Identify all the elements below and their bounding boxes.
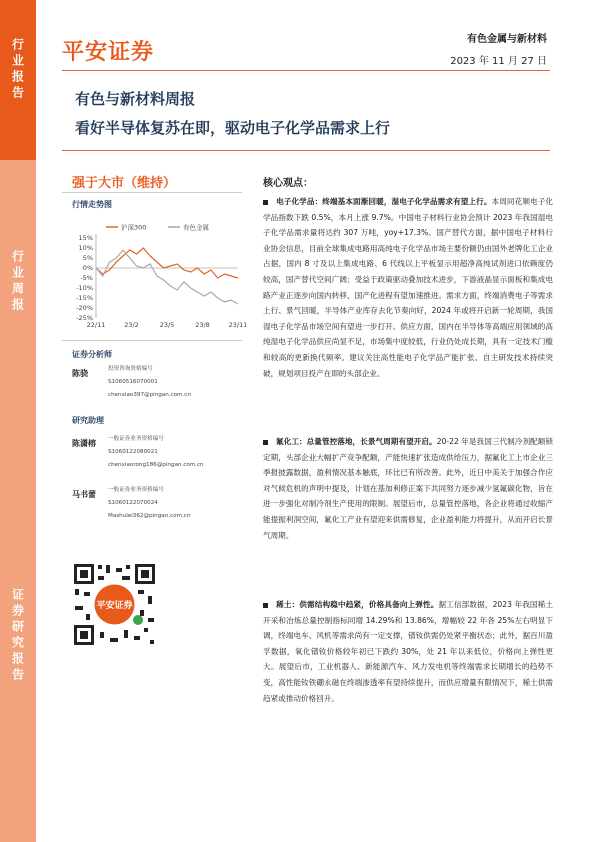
side-tab-weekly	[0, 160, 36, 540]
legend-label: 沪深300	[121, 223, 147, 232]
assistant-email[interactable]: Mashulei362@pingan.com.cn	[108, 513, 191, 519]
y-tick-label: 10%	[78, 244, 93, 252]
side-tab-securities-research	[0, 540, 36, 842]
side-tab-industry-report	[0, 0, 36, 160]
assistant-name: 陈潇榕	[72, 439, 96, 448]
point-rare-earth	[263, 597, 553, 706]
y-tick-label: 0%	[82, 264, 93, 272]
bullet-icon	[263, 200, 268, 205]
bullet-icon	[263, 440, 268, 445]
assistant-info	[108, 484, 190, 523]
side-tab-label: 证券研究报告	[10, 588, 25, 684]
assistant-cert-label: 一般证券业务资格编号	[108, 436, 164, 442]
rating-divider	[62, 192, 242, 193]
report-date: 2023 年 11 月 27 日	[450, 56, 547, 67]
assistant-cert-number: S1060122080021	[108, 449, 158, 455]
analyst-name: 陈骁	[72, 369, 88, 378]
qr-code	[72, 562, 157, 647]
headline: 看好半导体复苏在即，驱动电子化学品需求上行	[75, 119, 391, 137]
assistant-info	[108, 433, 204, 472]
qr-code-image	[72, 562, 157, 647]
chart-section-title: 行情走势图	[72, 200, 112, 209]
side-tab-label: 行业周报	[10, 250, 25, 314]
assistant-cert-label: 一般证券业务资格编号	[108, 487, 164, 493]
assistants-title: 研究助理	[72, 416, 104, 425]
x-tick-label: 23/5	[159, 321, 175, 328]
point-body: 20-22 年是我国三代制冷剂配额锁定期，头部企业大幅扩产竞争配额，产能快速扩张造成供给压力，据氟化工上市企业三季报披露数据，盈利情况基本触底，环比已有所改善。此外，近日中美关于加强合作应对气候危机的声明中提及，计划在基加利修正案下共同努力逐步减少氢氟碳化物，旨在进一步强化对制冷剂生产使用的限制。展望后市，总量管控落地，各企业将通过收缩产能提振利润空间，氟化工产业有望迎来供需修复，企业盈利能力将提升，从而开启长景气周期。	[263, 437, 554, 540]
assistant-cert-number: S1060122070024	[108, 500, 158, 506]
analyst-divider	[62, 340, 242, 341]
y-tick-label: 15%	[78, 234, 93, 242]
analyst-cert-number: S1060516070001	[108, 379, 158, 385]
analyst-info	[108, 363, 191, 402]
market-trend-chart-svg	[66, 216, 246, 328]
assistant-name: 马书蕾	[72, 490, 96, 499]
x-tick-label: 23/11	[228, 321, 246, 328]
report-name: 有色与新材料周报	[75, 90, 196, 108]
y-tick-label: -25%	[76, 314, 93, 322]
qr-logo-text: 平安证券	[96, 601, 133, 611]
title-divider	[62, 150, 550, 151]
legend-label: 有色金属	[183, 223, 209, 232]
analysts-title: 证券分析师	[72, 350, 112, 359]
point-lead: 氟化工：总量管控落地，长景气周期有望开启。	[276, 437, 437, 446]
y-tick-label: -5%	[80, 274, 93, 282]
company-logo: 平安证券	[62, 40, 155, 65]
point-electronic-chemicals	[263, 194, 553, 381]
x-tick-label: 22/11	[86, 321, 106, 328]
header-divider	[62, 70, 550, 71]
y-tick-label: 5%	[82, 254, 93, 262]
point-body: 本周同花顺电子化学品指数下跌 0.5%，本月上涨 9.7%。中国电子材料行业协会预计 2023 年我国湿电子化学品需求量将达约 307 万吨，yoy+17.3%。国产替代方面，据中国电子材料行业协会信息，目前全球集成电路用高纯电子化学品市场主要份额仍由国外老牌化工企业占据，国内 8 寸及以上集成电路、6 代线以上平板显示用超净高纯试剂进口依赖度仍较高，国产替代空间广阔；受益于政策驱动叠加技术进步，下游液晶显示面板和集成电路产业正逐步向国内转移，国产化进程有望加速推进。需求方面，终端消费电子等需求上行、景气回暖，半导体产业库存去化节奏向好，2024 年或将开启新一轮周期，我国湿电子化学品市场空间有望进一步打开。供应方面，国内在半导体等高端应用领域的高纯湿电子化学品供应尚显不足，市场集中度较低，行业仍处成长期，具有一定技术门槛和较高的更新换代频率。建议关注高性能电子化学品产能扩张、自主研发技术持续突破，规划项目投产在即的头部企业。	[263, 197, 554, 378]
side-tab-bar	[0, 0, 36, 842]
analyst-email[interactable]: chenxiao397@pingan.com.cn	[108, 392, 191, 398]
side-tab-label: 行业报告	[10, 38, 25, 102]
point-lead: 电子化学品：终端基本面渐回暖，湿电子化学品需求有望上行。	[276, 197, 492, 206]
series-line	[96, 248, 238, 278]
x-tick-label: 23/2	[124, 321, 139, 328]
rating: 强于大市（维持）	[72, 176, 177, 191]
bullet-icon	[263, 603, 268, 608]
market-trend-chart	[66, 216, 246, 328]
sector-name: 有色金属与新材料	[467, 34, 547, 45]
core-points-title: 核心观点：	[263, 178, 313, 189]
point-fluorochemicals	[263, 434, 553, 543]
y-tick-label: -10%	[76, 284, 93, 292]
y-tick-label: -15%	[76, 294, 93, 302]
y-tick-label: -20%	[76, 304, 93, 312]
analyst-cert-label: 投资咨询资格编号	[108, 366, 153, 372]
assistant-email[interactable]: chenxiaorong186@pingan.com.cn	[108, 462, 204, 468]
point-lead: 稀土：供需结构稳中趋紧，价格具备向上弹性。	[276, 600, 439, 609]
point-body: 据工信部数据，2023 年我国稀土开采和冶炼总量控制指标同增 14.29%和 13.86%，增幅较 22 年各 25%左右明显下调，终端电车、风机等需求尚有一定支撑，镨钕供需仍处紧平衡状态；此外，据百川盈孚数据，氧化镨钕价格较年初已下跌约 30%，处 21 年以来低位，价格向上弹性更大。展望后市，工业机器人、新能源汽车、风力发电机等终端需求长期增长的趋势不变，高性能钕铁硼永磁在终端渗透率有望持续提升，而供应增量有限情况下，稀土供需趋紧或推动价格回升。	[263, 600, 553, 703]
x-tick-label: 23/8	[195, 321, 210, 328]
